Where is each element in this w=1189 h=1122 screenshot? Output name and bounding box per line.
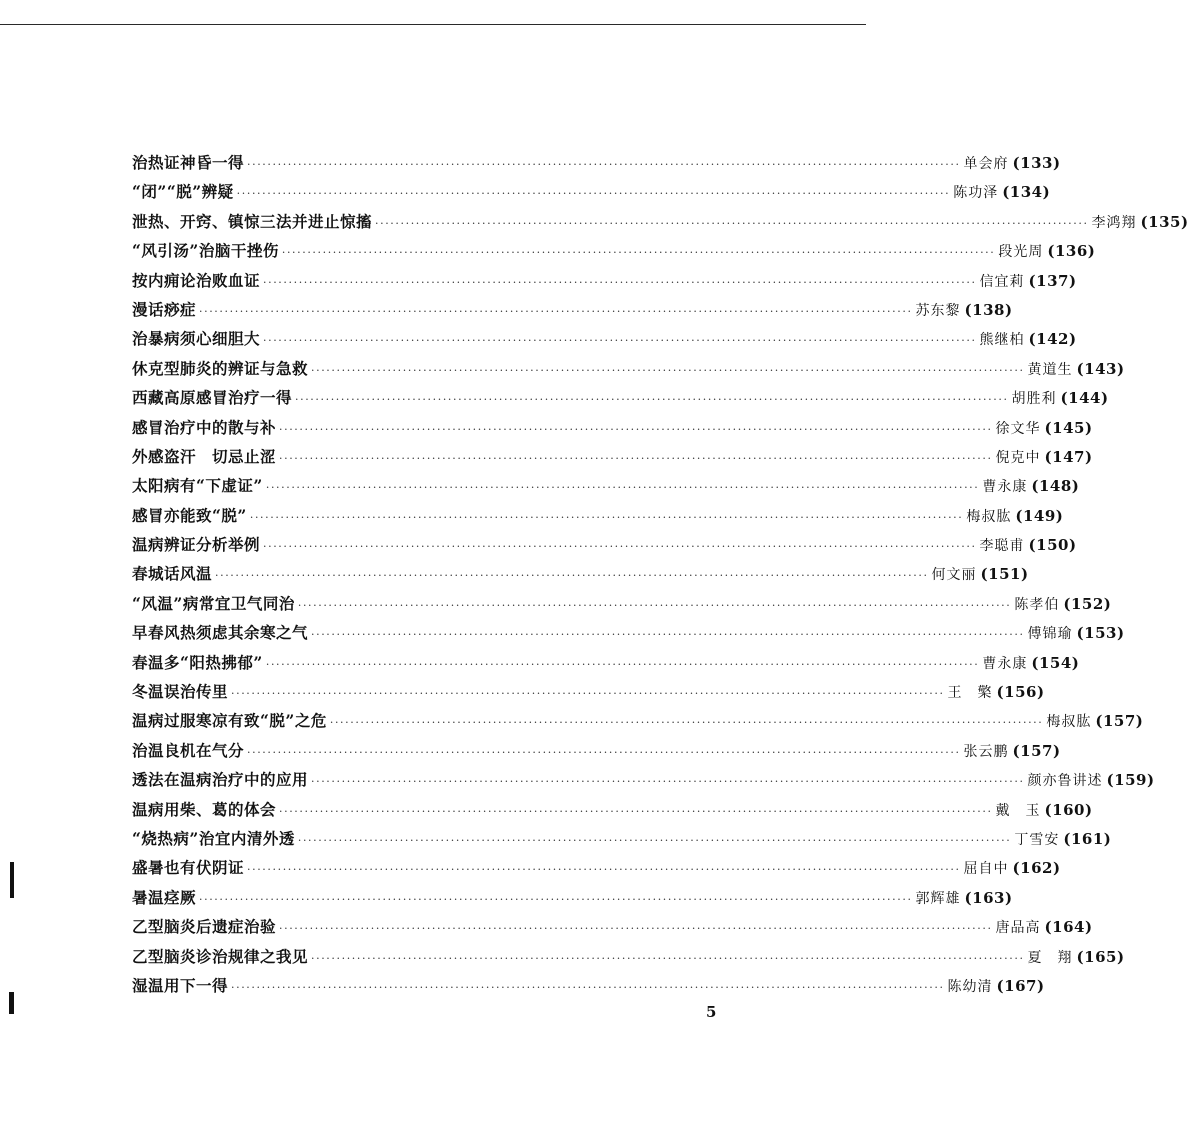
toc-entry-title: “烧热病”治宜内清外透 bbox=[132, 828, 295, 848]
toc-entry-page: (152) bbox=[1063, 594, 1112, 613]
toc-entry-title: 温病过服寒凉有致“脱”之危 bbox=[132, 711, 327, 731]
toc-entry-page: (145) bbox=[1044, 418, 1093, 437]
toc-entry-title: 西藏高原感冒治疗一得 bbox=[132, 388, 293, 408]
toc-leader-dots: ············································································································································ bbox=[279, 804, 993, 818]
toc-entry bbox=[132, 677, 1045, 706]
toc-entry-page: (135) bbox=[1140, 212, 1189, 231]
toc-entry-author: 李聪甫 bbox=[979, 538, 1025, 555]
toc-entry bbox=[132, 324, 1077, 353]
toc-entry-title: 感冒亦能致“脱” bbox=[132, 505, 247, 525]
toc-entry-author: 戴 玉 bbox=[995, 802, 1041, 819]
toc-entry-page: (161) bbox=[1063, 829, 1112, 848]
toc-entry-page: (157) bbox=[1012, 741, 1061, 760]
toc-entry-page: (157) bbox=[1095, 712, 1144, 731]
toc-entry bbox=[132, 530, 1077, 559]
toc-entry-author: 陈孝伯 bbox=[1014, 596, 1060, 613]
toc-entry-author: 苏东黎 bbox=[915, 302, 961, 319]
toc-entry-page: (154) bbox=[1031, 653, 1080, 672]
toc-leader-dots: ············································································································································ bbox=[281, 246, 996, 260]
toc-entry bbox=[132, 383, 1109, 412]
toc-entry-title: “风温”病常宜卫气同治 bbox=[132, 593, 295, 613]
toc-entry-page: (137) bbox=[1028, 271, 1077, 290]
toc-entry-author: 屈自中 bbox=[963, 861, 1009, 878]
toc-entry-page: (159) bbox=[1106, 771, 1155, 790]
toc-entry bbox=[132, 853, 1061, 882]
toc-entry-author: 段光周 bbox=[998, 244, 1044, 261]
toc-entry-page: (153) bbox=[1076, 624, 1125, 643]
toc-leader-dots: ············································································································································ bbox=[297, 833, 1012, 847]
top-rule bbox=[0, 24, 866, 25]
toc-leader-dots: ············································································································································ bbox=[297, 598, 1012, 612]
toc-entry bbox=[132, 912, 1093, 941]
margin-mark-lower bbox=[9, 992, 14, 1014]
toc-entry-author: 郭辉雄 bbox=[915, 890, 961, 907]
toc-entry bbox=[132, 266, 1077, 295]
toc-entry-title: 感冒治疗中的散与补 bbox=[132, 417, 277, 437]
toc-entry-author: 丁雪安 bbox=[1014, 831, 1060, 848]
toc-leader-dots: ············································································································································ bbox=[236, 187, 951, 201]
toc-entry-title: 休克型肺炎的辨证与急救 bbox=[132, 358, 309, 378]
toc-entry-title: 早春风热须虑其余寒之气 bbox=[132, 623, 309, 643]
toc-leader-dots: ············································································································································ bbox=[199, 304, 913, 318]
toc-entry bbox=[132, 236, 1096, 265]
toc-entry-title: 按内痈论治败血证 bbox=[132, 270, 261, 290]
toc-entry-title: 暑温痉厥 bbox=[132, 887, 197, 907]
toc-leader-dots: ············································································································································ bbox=[263, 334, 977, 348]
toc-entry bbox=[132, 442, 1093, 471]
toc-entry bbox=[132, 148, 1061, 177]
page-number: 5 bbox=[706, 1003, 717, 1021]
toc-leader-dots: ············································································································································ bbox=[247, 745, 961, 759]
toc-leader-dots: ············································································································································ bbox=[231, 687, 945, 701]
toc-entry-title: 温病辨证分析举例 bbox=[132, 535, 261, 555]
toc-entry-page: (144) bbox=[1060, 389, 1109, 408]
toc-entry-author: 梅叔肱 bbox=[1046, 714, 1092, 731]
toc-leader-dots: ············································································································································ bbox=[311, 628, 1025, 642]
toc-leader-dots: ············································································································································ bbox=[263, 540, 977, 554]
toc-entry-title: “闭”“脱”辨疑 bbox=[132, 182, 234, 202]
toc-leader-dots: ············································································································································ bbox=[215, 569, 929, 583]
toc-entry-page: (162) bbox=[1012, 859, 1061, 878]
toc-entry-page: (160) bbox=[1044, 800, 1093, 819]
toc-entry bbox=[132, 471, 1080, 500]
toc-entry bbox=[132, 589, 1112, 618]
toc-leader-dots: ············································································································································ bbox=[295, 393, 1009, 407]
toc-entry-author: 曹永康 bbox=[982, 655, 1028, 672]
toc-entry-title: 泄热、开窍、镇惊三法并进止惊搐 bbox=[132, 211, 373, 231]
toc-entry-author: 曹永康 bbox=[982, 479, 1028, 496]
toc-entry-title: 湿温用下一得 bbox=[132, 975, 229, 995]
toc-entry-page: (165) bbox=[1076, 947, 1125, 966]
toc-entry-author: 傅锦瑜 bbox=[1027, 626, 1073, 643]
toc-entry-title: 太阳病有“下虚证” bbox=[132, 476, 263, 496]
toc-leader-dots: ············································································································································ bbox=[311, 951, 1025, 965]
toc-leader-dots: ············································································································································ bbox=[279, 922, 993, 936]
toc-leader-dots: ············································································································································ bbox=[311, 363, 1025, 377]
toc-entry-author: 熊继柏 bbox=[979, 332, 1025, 349]
toc-entry-author: 梅叔肱 bbox=[966, 508, 1012, 525]
toc-entry bbox=[132, 795, 1093, 824]
toc-entry-page: (163) bbox=[964, 888, 1013, 907]
toc-leader-dots: ············································································································································ bbox=[265, 481, 980, 495]
toc-entry bbox=[132, 883, 1013, 912]
toc-entry-author: 胡胜利 bbox=[1011, 391, 1057, 408]
toc-entry-author: 倪克中 bbox=[995, 449, 1041, 466]
toc-entry-author: 陈幼清 bbox=[947, 978, 993, 995]
toc-entry-page: (147) bbox=[1044, 447, 1093, 466]
toc-entry bbox=[132, 648, 1080, 677]
toc-entry bbox=[132, 559, 1029, 588]
toc-entry-page: (164) bbox=[1044, 918, 1093, 937]
toc-leader-dots: ············································································································································ bbox=[279, 422, 993, 436]
toc-entry bbox=[132, 971, 1045, 1000]
toc-leader-dots: ············································································································································ bbox=[199, 892, 913, 906]
toc-entry bbox=[132, 295, 1013, 324]
toc-entry bbox=[132, 736, 1061, 765]
toc-leader-dots: ············································································································································ bbox=[329, 716, 1044, 730]
toc-entry bbox=[132, 942, 1125, 971]
toc-entry-page: (138) bbox=[964, 300, 1013, 319]
toc-entry-page: (136) bbox=[1047, 242, 1096, 261]
toc-entry-author: 李鸿翔 bbox=[1091, 214, 1137, 231]
toc-entry-title: 外感盗汗 切忌止涩 bbox=[132, 446, 277, 466]
toc-entry-author: 张云鹏 bbox=[963, 743, 1009, 760]
toc-entry-page: (143) bbox=[1076, 359, 1125, 378]
toc-entry-title: 春城话风温 bbox=[132, 564, 213, 584]
toc-entry-title: “风引汤”治脑干挫伤 bbox=[132, 241, 279, 261]
toc-entry-title: 治暴病须心细胆大 bbox=[132, 329, 261, 349]
toc-entry bbox=[132, 706, 1144, 735]
toc-entry-title: 温病用柴、葛的体会 bbox=[132, 799, 277, 819]
toc-entry-title: 冬温误治传里 bbox=[132, 682, 229, 702]
toc-entry bbox=[132, 177, 1051, 206]
toc-entry-author: 黄道生 bbox=[1027, 361, 1073, 378]
toc-entry-author: 单会府 bbox=[963, 156, 1009, 172]
toc-entry-author: 徐文华 bbox=[995, 420, 1041, 437]
toc-entry-page: (150) bbox=[1028, 536, 1077, 555]
toc-entry-page: (156) bbox=[996, 683, 1045, 702]
toc-entry-title: 治温良机在气分 bbox=[132, 740, 245, 760]
toc-leader-dots: ············································································································································ bbox=[265, 657, 980, 671]
toc-entry-title: 盛暑也有伏阴证 bbox=[132, 858, 245, 878]
toc-leader-dots: ············································································································································ bbox=[375, 216, 1089, 230]
toc-entry-author: 信宜莉 bbox=[979, 273, 1025, 290]
toc-entry-author: 王 檠 bbox=[947, 685, 993, 702]
toc-entry-author: 夏 翔 bbox=[1027, 949, 1073, 966]
toc-entry-title: 漫话痧症 bbox=[132, 299, 197, 319]
toc-entry-page: (133) bbox=[1012, 154, 1061, 172]
toc-entry-title: 乙型脑炎诊治规律之我见 bbox=[132, 946, 309, 966]
toc-entry-title: 春温多“阳热拂郁” bbox=[132, 652, 263, 672]
toc-entry-title: 透法在温病治疗中的应用 bbox=[132, 770, 309, 790]
toc-entry bbox=[132, 413, 1093, 442]
toc-entry-title: 治热证神昏一得 bbox=[132, 153, 245, 172]
toc-entry-page: (148) bbox=[1031, 477, 1080, 496]
toc-entry-page: (167) bbox=[996, 976, 1045, 995]
toc-entry-author: 何文丽 bbox=[931, 567, 977, 584]
toc-leader-dots: ············································································································································ bbox=[311, 775, 1025, 789]
toc-entry bbox=[132, 765, 1155, 794]
toc-entry-author: 陈功泽 bbox=[953, 185, 999, 202]
toc-entry bbox=[132, 207, 1189, 236]
toc-entry bbox=[132, 501, 1064, 530]
toc-leader-dots: ············································································································································ bbox=[263, 275, 977, 289]
toc-entry bbox=[132, 824, 1112, 853]
toc-entry-page: (149) bbox=[1015, 506, 1064, 525]
toc-entry-page: (142) bbox=[1028, 330, 1077, 349]
margin-mark-upper bbox=[10, 862, 14, 898]
toc-entry bbox=[132, 618, 1125, 647]
toc-leader-dots: ············································································································································ bbox=[247, 158, 961, 171]
toc-entry-author: 颜亦鲁讲述 bbox=[1027, 773, 1103, 790]
toc-entry-page: (134) bbox=[1002, 183, 1051, 202]
toc-entry-author: 唐品高 bbox=[995, 920, 1041, 937]
toc-leader-dots: ············································································································································ bbox=[249, 510, 964, 524]
toc-entry-title: 乙型脑炎后遗症治验 bbox=[132, 917, 277, 937]
toc-entry bbox=[132, 354, 1125, 383]
toc-leader-dots: ············································································································································ bbox=[247, 863, 961, 877]
toc-leader-dots: ············································································································································ bbox=[279, 451, 993, 465]
toc-entry-page: (151) bbox=[980, 565, 1029, 584]
table-of-contents bbox=[132, 148, 1189, 1000]
toc-leader-dots: ············································································································································ bbox=[231, 980, 945, 994]
